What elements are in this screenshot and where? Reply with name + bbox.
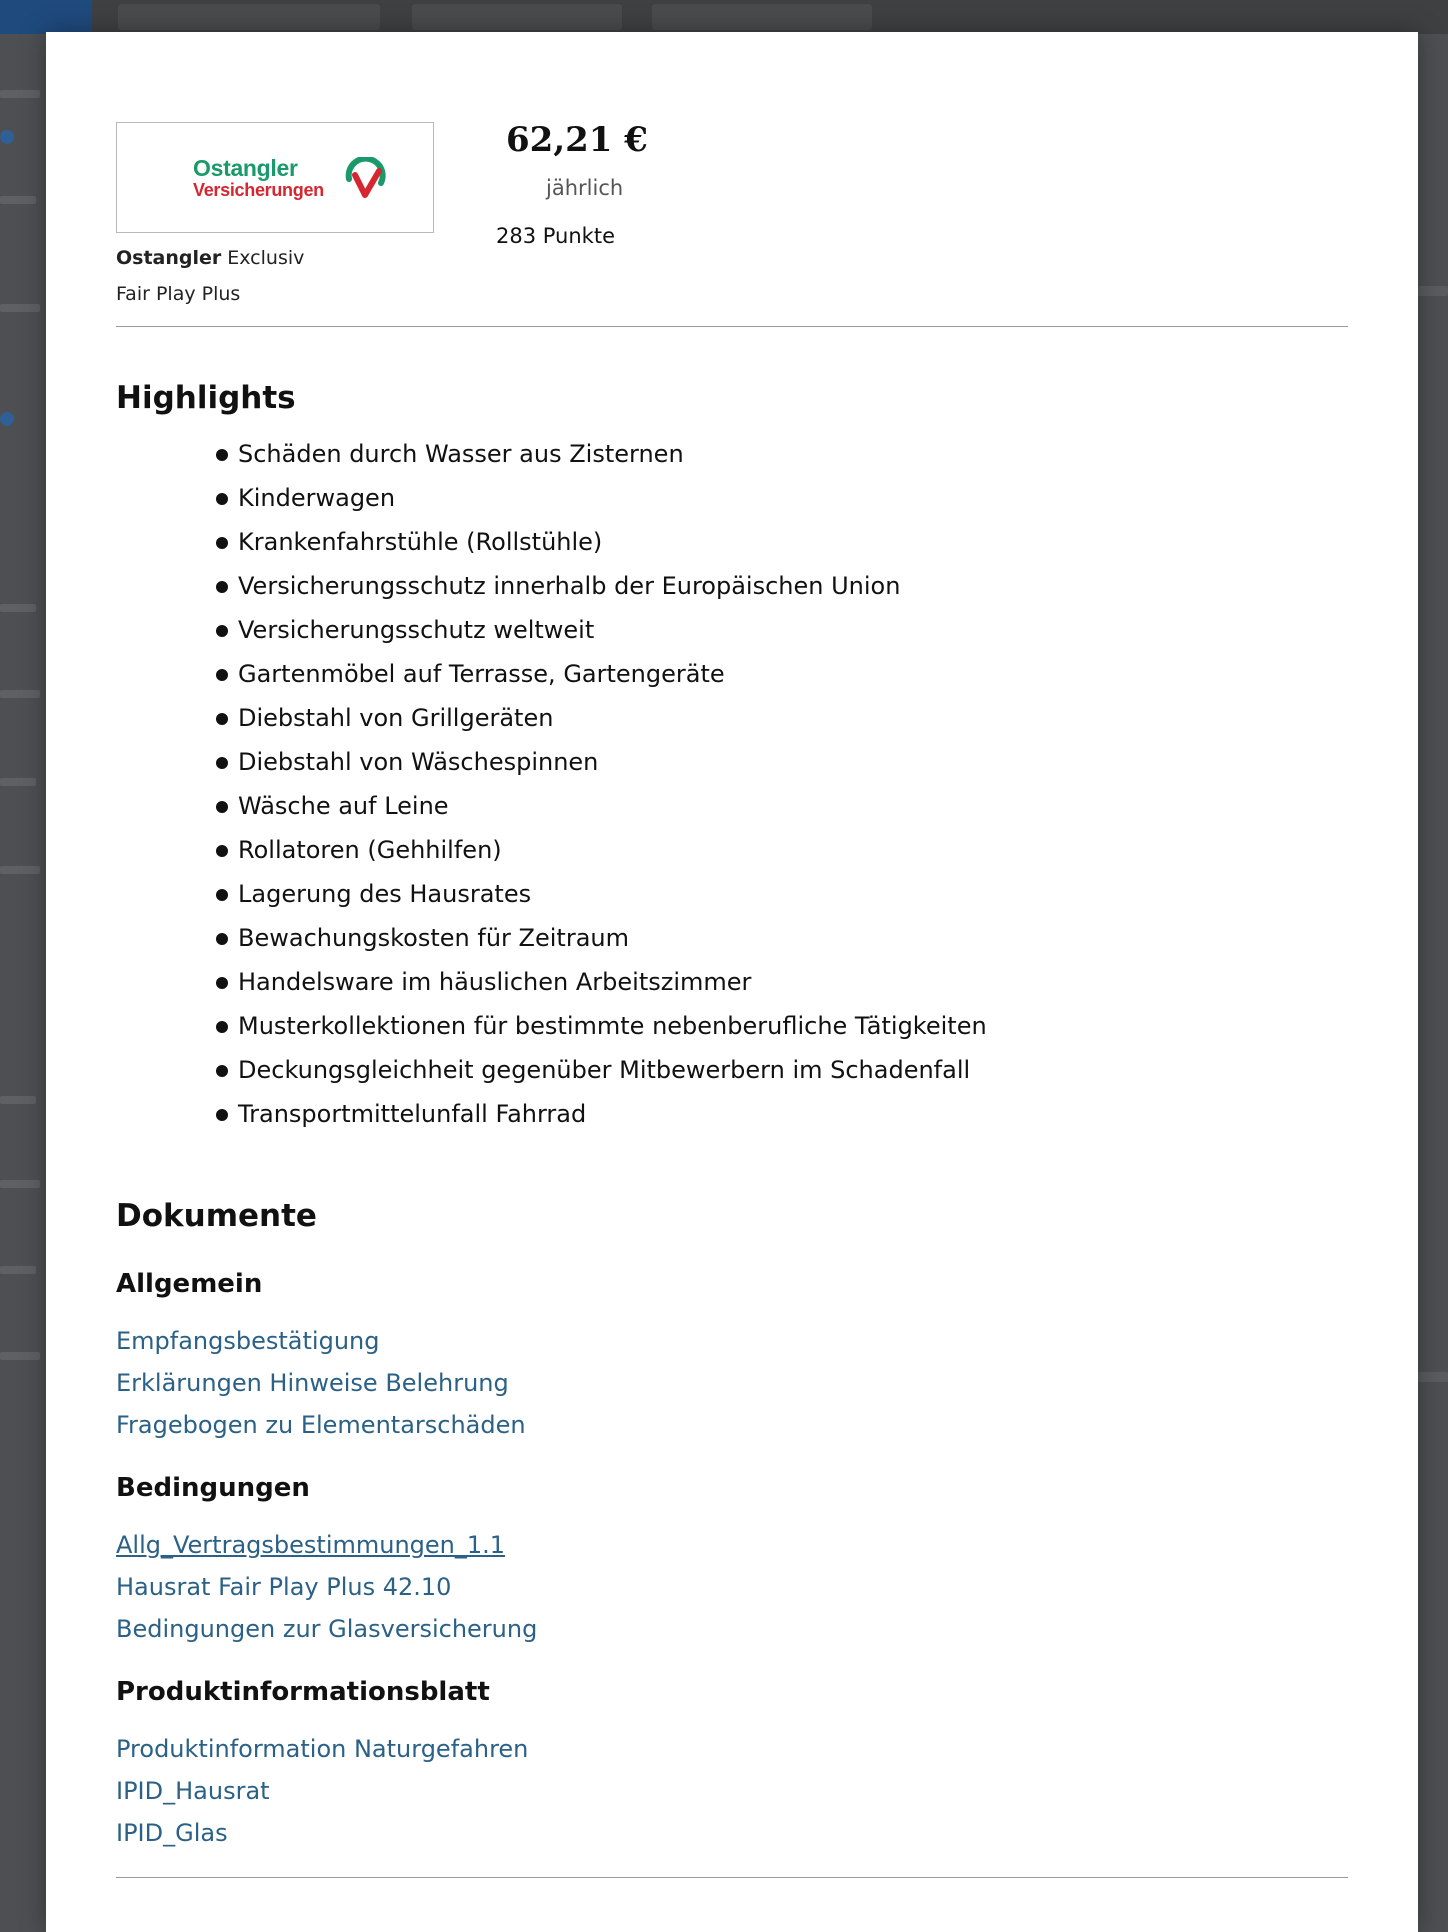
document-item [116, 1362, 526, 1404]
highlight-item: Krankenfahrstühle (Rollstühle) [216, 520, 987, 564]
divider [116, 1877, 1348, 1878]
highlight-item: Deckungsgleichheit gegenüber Mitbewerbern im Schadenfall [216, 1048, 987, 1092]
background-tab-active [0, 0, 92, 34]
background-dot [0, 412, 14, 426]
background-stripe [0, 1266, 36, 1274]
document-item [116, 1524, 537, 1566]
background-stripe [0, 1352, 40, 1360]
highlight-item: Diebstahl von Grillgeräten [216, 696, 987, 740]
documents-conditions-heading: Bedingungen [116, 1473, 310, 1503]
highlights-list [216, 432, 987, 1136]
product-header [116, 32, 1348, 358]
company-name [116, 247, 304, 269]
highlight-item: Wäsche auf Leine [216, 784, 987, 828]
modal-content [116, 32, 1348, 1847]
document-link-hausrat-bedingungen[interactable]: Hausrat Fair Play Plus 42.10 [116, 1573, 452, 1601]
background-stripe [1418, 1372, 1448, 1382]
document-item [116, 1404, 526, 1446]
highlight-item: Transportmittelunfall Fahrrad [216, 1092, 987, 1136]
document-item [116, 1770, 528, 1812]
product-detail-modal [46, 32, 1418, 1932]
document-item [116, 1812, 528, 1854]
logo-line1: Ostangler [193, 155, 298, 181]
highlight-item: Rollatoren (Gehhilfen) [216, 828, 987, 872]
background-stripe [0, 690, 40, 698]
document-link-vertragsbestimmungen[interactable]: Allg_Vertragsbestimmungen_1.1 [116, 1531, 506, 1559]
document-link-erklaerungen[interactable]: Erklärungen Hinweise Belehrung [116, 1369, 509, 1397]
documents-productinfo-heading: Produktinformationsblatt [116, 1677, 490, 1707]
background-stripe [0, 304, 40, 312]
logo-check-icon [343, 157, 389, 201]
document-link-glasversicherung[interactable]: Bedingungen zur Glasversicherung [116, 1615, 538, 1643]
highlight-item: Lagerung des Hausrates [216, 872, 987, 916]
highlight-item: Bewachungskosten für Zeitraum [216, 916, 987, 960]
document-link-empfangsbestaetigung[interactable]: Empfangsbestätigung [116, 1327, 380, 1355]
document-item [116, 1728, 528, 1770]
document-link-fragebogen[interactable]: Fragebogen zu Elementarschäden [116, 1411, 526, 1439]
highlight-item: Diebstahl von Wäschespinnen [216, 740, 987, 784]
background-stripe [0, 90, 40, 98]
highlight-item: Versicherungsschutz innerhalb der Europäischen Union [216, 564, 987, 608]
background-dot [0, 130, 14, 144]
document-link-naturgefahren[interactable]: Produktinformation Naturgefahren [116, 1735, 529, 1763]
document-item [116, 1320, 526, 1362]
highlight-item: Versicherungsschutz weltweit [216, 608, 987, 652]
background-stripe [1418, 286, 1448, 296]
documents-general-heading: Allgemein [116, 1269, 263, 1299]
payment-period: jährlich [546, 176, 624, 200]
documents-general-list [116, 1320, 526, 1446]
document-link-ipid-hausrat[interactable]: IPID_Hausrat [116, 1777, 270, 1805]
price: 62,21 € [506, 120, 648, 160]
documents-heading: Dokumente [116, 1198, 317, 1234]
document-item [116, 1566, 537, 1608]
highlight-item: Kinderwagen [216, 476, 987, 520]
background-stripe [0, 1180, 40, 1188]
background-stripe [0, 866, 40, 874]
highlight-item: Handelsware im häuslichen Arbeitszimmer [216, 960, 987, 1004]
documents-productinfo-list [116, 1728, 528, 1854]
background-stripe [0, 1096, 36, 1104]
logo-line2: Versicherungen [193, 180, 324, 200]
background-topbar [0, 0, 1448, 34]
documents-conditions-list [116, 1524, 537, 1650]
document-item [116, 1608, 537, 1650]
background-stripe [0, 604, 36, 612]
highlight-item: Schäden durch Wasser aus Zisternen [216, 432, 987, 476]
highlight-item: Musterkollektionen für bestimmte nebenberufliche Tätigkeiten [216, 1004, 987, 1048]
insurer-logo [116, 122, 434, 233]
background-tab [118, 4, 380, 30]
background-stripe [0, 196, 36, 204]
document-link-ipid-glas[interactable]: IPID_Glas [116, 1819, 228, 1847]
divider [116, 326, 1348, 327]
background-tab [652, 4, 872, 30]
highlight-item: Gartenmöbel auf Terrasse, Gartengeräte [216, 652, 987, 696]
insurer-logo-wordmark [193, 157, 324, 199]
background-tab [412, 4, 622, 30]
background-stripe [0, 778, 36, 786]
product-variant: Exclusiv [227, 247, 305, 269]
company-label: Ostangler [116, 247, 222, 269]
tariff-name: Fair Play Plus [116, 283, 241, 305]
highlights-heading: Highlights [116, 380, 296, 416]
score-points: 283 Punkte [496, 224, 615, 248]
